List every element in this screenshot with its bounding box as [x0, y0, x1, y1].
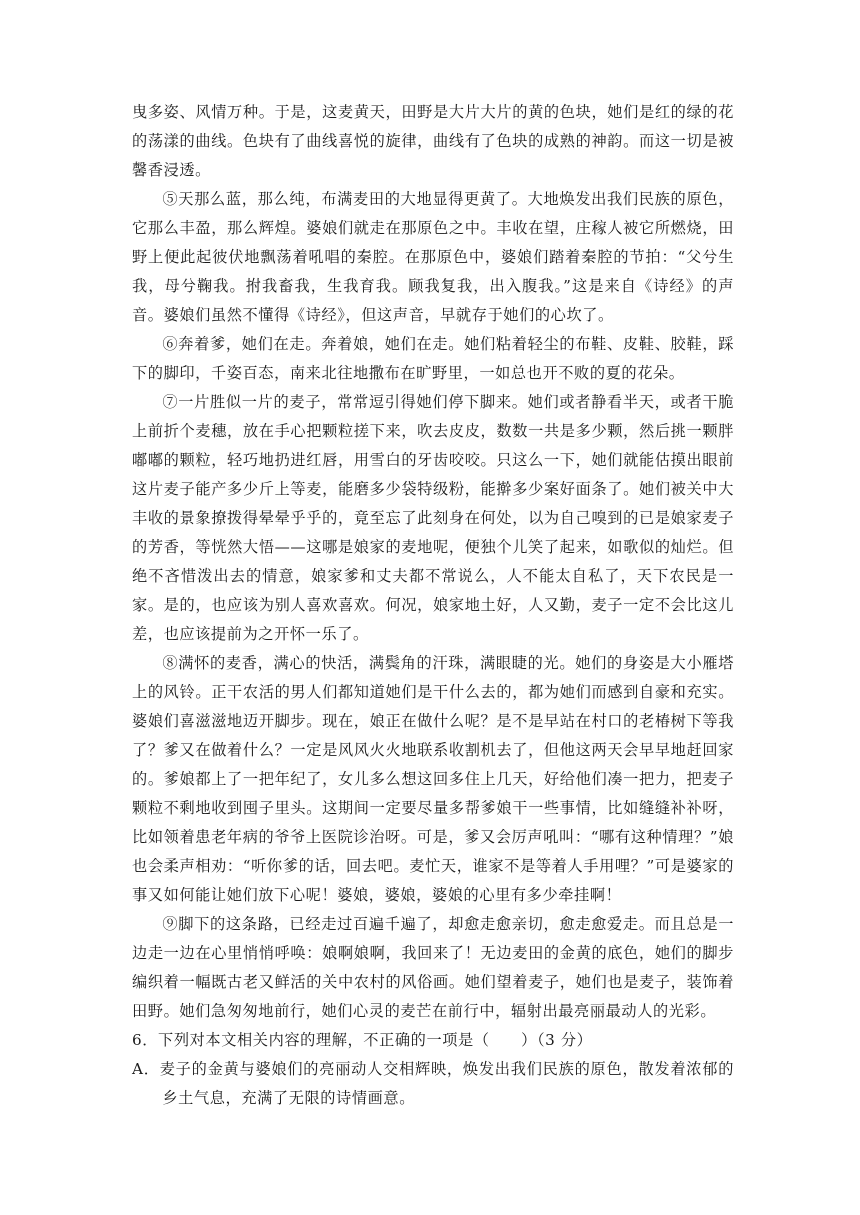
paragraph-6: ⑥奔着爹，她们在走。奔着娘，她们在走。她们粘着轻尘的布鞋、皮鞋、胶鞋，踩下的脚印，千姿百态，南来北往地撒布在旷野里，一如总也开不败的夏的花朵。	[132, 335, 734, 382]
paragraph-7: ⑦一片胜似一片的麦子，常常逗引得她们停下脚来。她们或者静看半天，或者干脆上前折个麦穗，放在手心把颗粒搓下来，吹去皮皮，数数一共是多少颗，然后挑一颗胖嘟嘟的颗粒，轻巧地扔进红唇，用雪白的牙齿咬咬。只这么一下，她们就能估摸出眼前这片麦子能产多少斤上等麦，能磨多少袋特级粉，能擀多少案好面条了。她们被关中大丰收的景象撩拨得晕晕乎乎的，竟至忘了此刻身在何处，以为自己嗅到的已是娘家麦子的芳香，等恍然大悟——这哪是娘家的麦地呢，便独个儿笑了起来，如歌似的灿烂。但绝不吝惜泼出去的情意，娘家爹和丈夫都不常说么，人不能太自私了，天下农民是一家。是的，也应该为别人喜欢喜欢。何况，娘家地土好，人又勤，麦子一定不会比这儿差，也应该提前为之开怀一乐了。	[132, 393, 734, 643]
paragraph-8: ⑧满怀的麦香，满心的快活，满鬓角的汗珠，满眼睫的光。她们的身姿是大小雁塔上的风铃。正干农活的男人们都知道她们是干什么去的，都为她们而感到自豪和充实。婆娘们喜滋滋地迈开脚步。现在，娘正在做什么呢？是不是早站在村口的老椿树下等我了？爹又在做着什么？一定是风风火火地联系收割机去了，但他这两天会早早地赶回家的。爹娘都上了一把年纪了，女儿多么想这回多住上几天，好给他们凑一把力，把麦子颗粒不剩地收到囤子里头。这期间一定要尽量多帮爹娘干一些事情，比如缝缝补补呀，比如领着患老年病的爷爷上医院诊治呀。可是，爹又会厉声吼叫：“哪有这种情理？”娘也会柔声相劝：“听你爹的话，回去吧。麦忙天，谁家不是等着人手用哩？”可是婆家的事又如何能让她们放下心呢！婆娘，婆娘，婆娘的心里有多少牵挂啊！	[132, 654, 734, 904]
paragraph-continuation: 曳多姿、风情万种。于是，这麦黄天，田野是大片大片的黄的色块，她们是红的绿的花的荡漾的曲线。色块有了曲线喜悦的旋律，曲线有了色块的成熟的神韵。而这一切是被馨香浸透。	[132, 103, 734, 179]
question-6-stem: 6．下列对本文相关内容的理解，不正确的一项是（ ）（3 分）	[132, 1031, 593, 1049]
question-6-option-a: A．麦子的金黄与婆娘们的亮丽动人交相辉映，焕发出我们民族的原色，散发着浓郁的乡土气息，充满了无限的诗情画意。	[132, 1060, 734, 1107]
article-body	[132, 98, 734, 1113]
paragraph-5: ⑤天那么蓝，那么纯，布满麦田的大地显得更黄了。大地焕发出我们民族的原色，它那么丰盈，那么辉煌。婆娘们就走在那原色之中。丰收在望，庄稼人被它所燃烧，田野上便此起彼伏地飘荡着吼唱的秦腔。在那原色中，婆娘们踏着秦腔的节拍：“父兮生我，母兮鞠我。拊我畜我，生我育我。顾我复我，出入腹我。”这是来自《诗经》的声音。婆娘们虽然不懂得《诗经》，但这声音，早就存于她们的心坎了。	[132, 190, 734, 324]
paragraph-9: ⑨脚下的这条路，已经走过百遍千遍了，却愈走愈亲切，愈走愈爱走。而且总是一边走一边在心里悄悄呼唤：娘啊娘啊，我回来了！无边麦田的金黄的底色，她们的脚步编织着一幅既古老又鲜活的关中农村的风俗画。她们望着麦子，她们也是麦子，装饰着田野。她们急匆匆地前行，她们心灵的麦芒在前行中，辐射出最亮丽最动人的光彩。	[132, 915, 734, 1020]
